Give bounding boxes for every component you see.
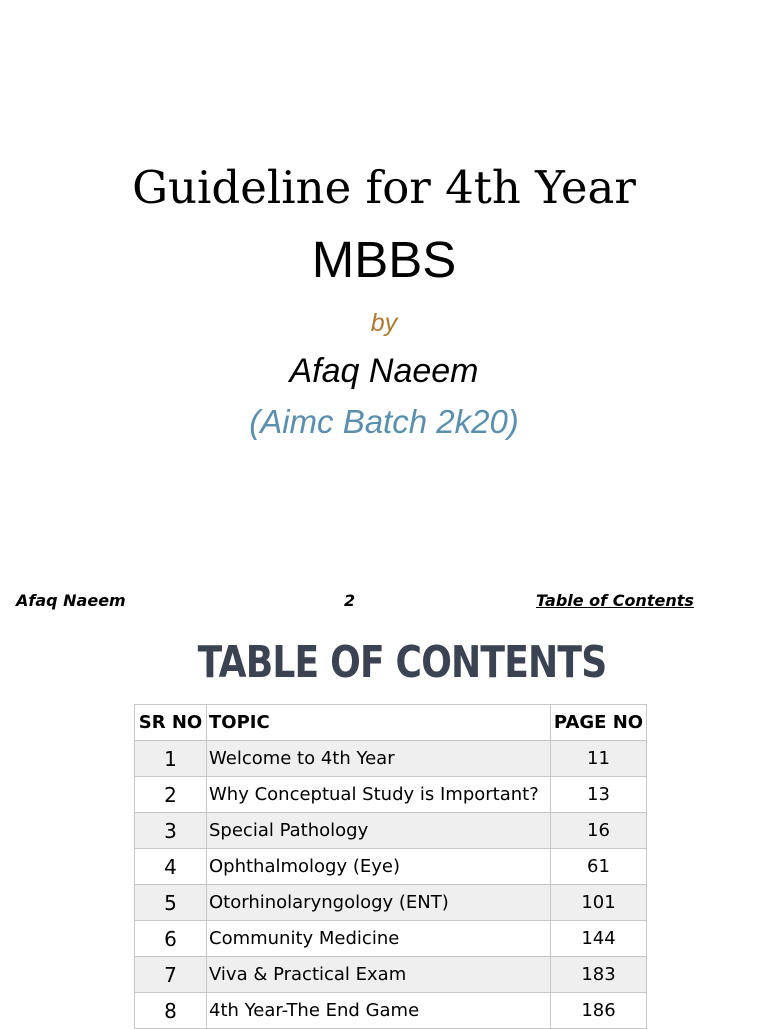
toc-row-topic: Viva & Practical Exam	[207, 957, 551, 993]
toc-row-topic: Special Pathology	[207, 813, 551, 849]
toc-row-page: 13	[551, 777, 647, 813]
toc-row-topic: 4th Year-The End Game	[207, 993, 551, 1029]
page-number: 2	[344, 591, 356, 610]
toc-row-page: 16	[551, 813, 647, 849]
toc-row-page: 101	[551, 885, 647, 921]
toc-row-sr: 4	[135, 849, 207, 885]
toc-heading: TABLE OF CONTENTS	[197, 637, 607, 688]
toc-row[interactable]	[135, 777, 647, 813]
document-title-line-2: MBBS	[311, 231, 457, 288]
document-title-line-1: Guideline for 4th Year	[132, 161, 636, 214]
byline-by: by	[370, 309, 398, 337]
toc-row-page: 11	[551, 741, 647, 777]
toc-row-sr: 3	[135, 813, 207, 849]
author-batch: (Aimc Batch 2k20)	[249, 403, 519, 440]
toc-row-sr: 8	[135, 993, 207, 1029]
toc-row-topic: Welcome to 4th Year	[207, 741, 551, 777]
toc-column-header-page: PAGE NO	[551, 705, 647, 741]
toc-row[interactable]	[135, 741, 647, 777]
toc-row-sr: 1	[135, 741, 207, 777]
toc-header-row	[135, 705, 647, 741]
toc-row-page: 183	[551, 957, 647, 993]
running-header-section-link[interactable]: Table of Contents	[536, 591, 694, 610]
toc-column-header-sr: SR NO	[135, 705, 207, 741]
toc-row-sr: 6	[135, 921, 207, 957]
toc-column-header-topic: TOPIC	[207, 705, 551, 741]
toc-table	[134, 704, 647, 1029]
toc-row[interactable]	[135, 849, 647, 885]
toc-row-sr: 7	[135, 957, 207, 993]
toc-row-topic: Otorhinolaryngology (ENT)	[207, 885, 551, 921]
toc-row-sr: 5	[135, 885, 207, 921]
toc-row-page: 61	[551, 849, 647, 885]
toc-row-topic: Community Medicine	[207, 921, 551, 957]
toc-row[interactable]	[135, 993, 647, 1029]
running-header-author: Afaq Naeem	[16, 591, 126, 610]
toc-row-topic: Why Conceptual Study is Important?	[207, 777, 551, 813]
toc-row[interactable]	[135, 813, 647, 849]
toc-row[interactable]	[135, 957, 647, 993]
author-name: Afaq Naeem	[289, 352, 479, 390]
toc-row[interactable]	[135, 885, 647, 921]
toc-row[interactable]	[135, 921, 647, 957]
toc-row-page: 144	[551, 921, 647, 957]
toc-row-page: 186	[551, 993, 647, 1029]
toc-row-sr: 2	[135, 777, 207, 813]
toc-row-topic: Ophthalmology (Eye)	[207, 849, 551, 885]
